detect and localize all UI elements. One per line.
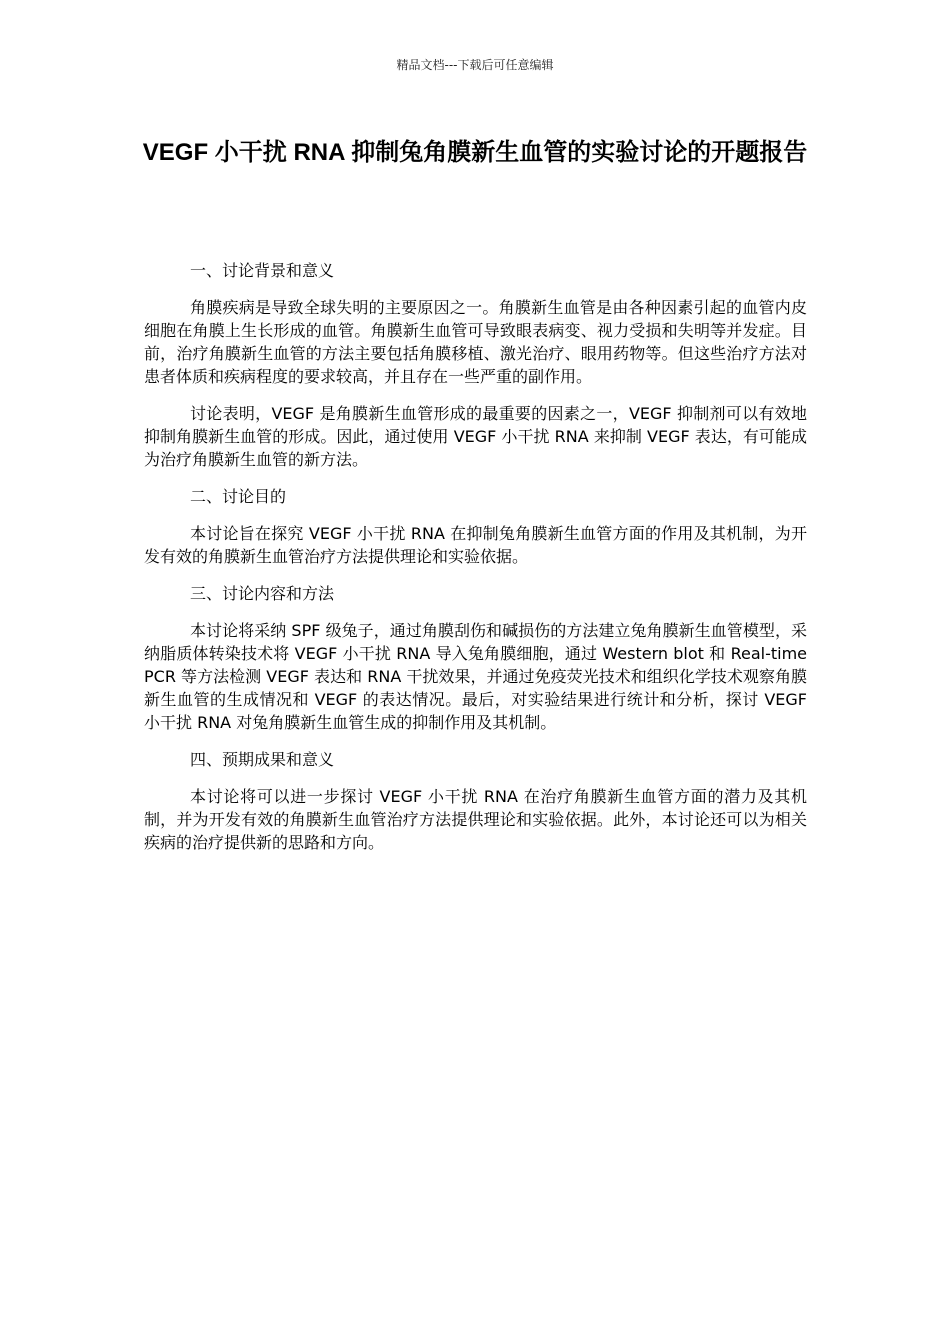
body-paragraph: 本讨论将采纳 SPF 级兔子，通过角膜刮伤和碱损伤的方法建立兔角膜新生血管模型，采纳脂质体转染技术将 VEGF 小干扰 RNA 导入兔角膜细胞，通过 Western blot 和 Real-time PCR 等方法检测 VEGF 表达和 RNA 干扰效果，并通过免疫荧光技术和组织化学技术观察角膜新生血管的生成情况和 VEGF 的表达情况。最后，对实验结果进行统计和分析，探讨 VEGF 小干扰 RNA 对兔角膜新生血管生成的抑制作用及其机制。	[144, 621, 807, 732]
section-heading: 三、讨论内容和方法	[190, 584, 335, 603]
section-heading: 二、讨论目的	[190, 487, 287, 506]
document-body	[144, 259, 807, 868]
section-heading: 四、预期成果和意义	[190, 750, 335, 769]
section-purpose	[144, 485, 807, 568]
section-background	[144, 259, 807, 471]
document-title: VEGF 小干扰 RNA 抑制兔角膜新生血管的实验讨论的开题报告	[142, 139, 808, 166]
body-paragraph: 本讨论将可以进一步探讨 VEGF 小干扰 RNA 在治疗角膜新生血管方面的潜力及其机制，并为开发有效的角膜新生血管治疗方法提供理论和实验依据。此外，本讨论还可以为相关疾病的治疗提供新的思路和方向。	[144, 787, 807, 852]
section-heading: 一、讨论背景和意义	[190, 261, 335, 280]
header-note: 精品文档---下载后可任意编辑	[396, 58, 554, 72]
section-expected-results	[144, 748, 807, 854]
body-paragraph: 本讨论旨在探究 VEGF 小干扰 RNA 在抑制兔角膜新生血管方面的作用及其机制，为开发有效的角膜新生血管治疗方法提供理论和实验依据。	[144, 524, 807, 566]
body-paragraph: 讨论表明，VEGF 是角膜新生血管形成的最重要的因素之一，VEGF 抑制剂可以有效地抑制角膜新生血管的形成。因此，通过使用 VEGF 小干扰 RNA 来抑制 VEGF 表达，有可能成为治疗角膜新生血管的新方法。	[144, 404, 807, 469]
section-methods	[144, 582, 807, 734]
body-paragraph: 角膜疾病是导致全球失明的主要原因之一。角膜新生血管是由各种因素引起的血管内皮细胞在角膜上生长形成的血管。角膜新生血管可导致眼表病变、视力受损和失明等并发症。目前，治疗角膜新生血管的方法主要包括角膜移植、激光治疗、眼用药物等。但这些治疗方法对患者体质和疾病程度的要求较高，并且存在一些严重的副作用。	[144, 298, 807, 386]
